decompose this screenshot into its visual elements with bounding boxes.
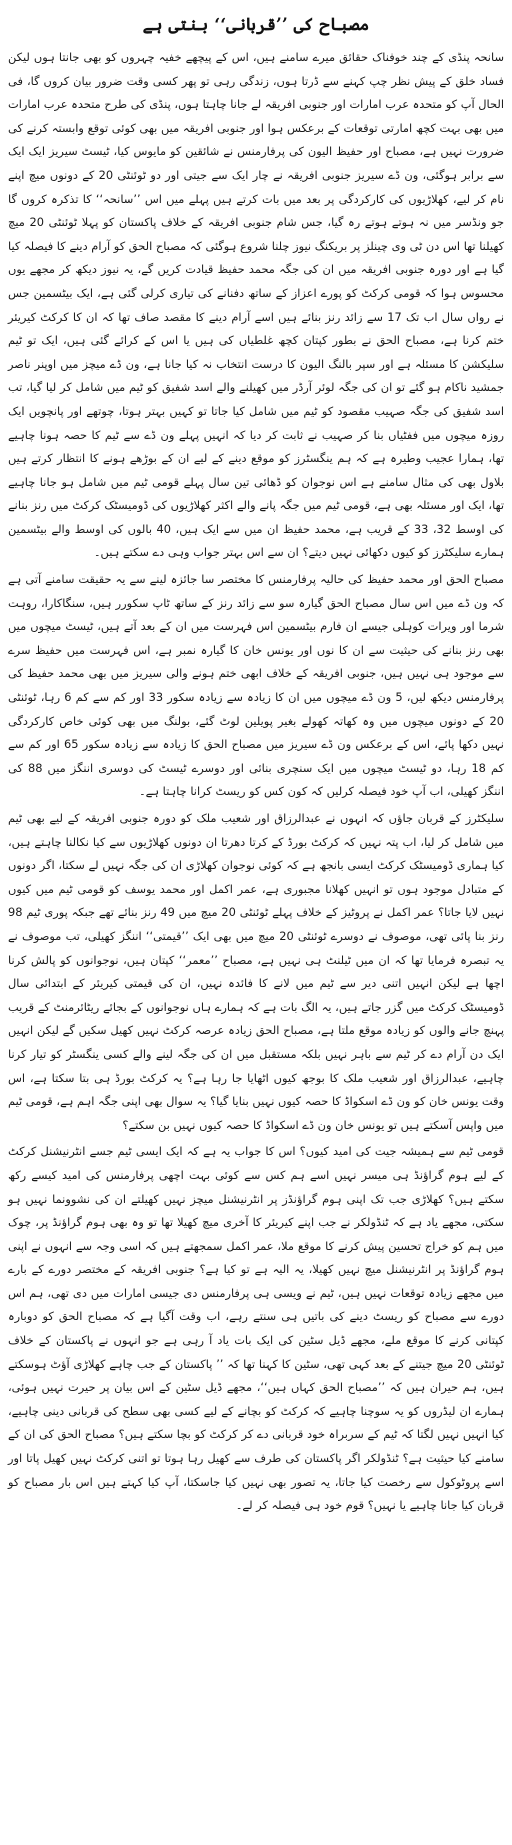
article-headline: مصباح کی ’’قربانی‘‘ بنتی ہے bbox=[142, 14, 370, 35]
article-body bbox=[8, 46, 504, 1518]
article-paragraph: سلیکٹرز کے قربان جاؤں کہ انہوں نے عبدالرزاق اور شعیب ملک کو دورہ جنوبی افریقہ کے لیے بھی ٹیم میں شامل کر لیا، اب پتہ نہیں کہ کرکٹ بورڈ کے کرتا دھرتا ان دونوں کھلاڑیوں سے کیا نکالنا چاہتے ہیں، کیا ہماری ڈومیسٹک کرکٹ ایسی بانجھ ہے کہ کوئی نوجوان کھلاڑی ان کی جگہ نہیں لے سکتا، اگر دونوں کے متبادل موجود ہوں تو انہیں کھلانا مجبوری ہے، عمر اکمل اور محمد یوسف کو قومی ٹیم میں کیوں نہیں لایا جاتا؟ عمر اکمل نے پروٹیز کے خلاف پہلے ٹوئنٹی 20 میچ میں 49 رنز بنائے تھے جبکہ پوری ٹیم 98 رنز بنا پائی تھی، موصوف نے دوسرے ٹوئنٹی 20 میچ میں بھی ایک ’’قیمتی‘‘ اننگز کھیلی، تب موصوف نے یہ تبصرہ فرمایا تھا کہ ان میں ٹیلنٹ ہی نہیں ہے، مصباح ’’معمر‘‘ کپتان ہیں، نوجوانوں کو پالش کرنا اچھا ہے لیکن انہیں اتنی دیر سے ٹیم میں لانے کا فائدہ نہیں، ان کی قیمتی کیریئر کے ابتدائی سال ڈومیسٹک کرکٹ میں گزر جاتے ہیں، یہ الگ بات ہے کہ ہمارے ہاں نوجوانوں کے بجائے ریٹائرمنٹ کے قریب پہنچ جانے والوں کو زیادہ موقع ملتا ہے، مصباح الحق زیادہ عرصہ کرکٹ نہیں کھیل سکیں گے لیکن انہیں ایک دن آرام دے کر ٹیم سے باہر نہیں بلکہ مستقبل میں ان کی جگہ لینے والے کسی ینگسٹر کو تیار کرنا چاہیے، عبدالرزاق اور شعیب ملک کا بوجھ کیوں اٹھایا جا رہا ہے؟ یہ کرکٹ بورڈ ہی بتا سکتا ہے، اس وقت یونس خان کو ون ڈے اسکواڈ کا حصہ کیوں نہیں بنایا گیا؟ یہ سوال بھی اپنی جگہ اہم ہے، قومی ٹیم میں واپس آسکتے ہیں تو یونس خان ون ڈے اسکواڈ کا حصہ کیوں نہیں بن سکتے؟ bbox=[8, 811, 505, 1132]
article-paragraph: قومی ٹیم سے ہمیشہ جیت کی امید کیوں؟ اس کا جواب یہ ہے کہ ایک ایسی ٹیم جسے انٹرنیشنل کرکٹ کے لیے ہوم گراؤنڈ ہی میسر نہیں اسے ہم کس سے کوئی بہت اچھی پرفارمنس کی امید کیسے رکھ سکتے ہیں؟ کھلاڑی جب تک اپنی ہوم گراؤنڈز پر انٹرنیشنل میچز نہیں کھیلتے ان کی نشوونما نہیں ہو سکتی، مجھے یاد ہے کہ ٹنڈولکر نے جب اپنے کیریئر کا آخری میچ کھیلا تھا تو وہ بھی ہوم گراؤنڈ پر، چوک میں ہم کو خراج تحسین پیش کرنے کا موقع ملا، عمر اکمل سمجھتے ہیں کہ اسی وجہ سے انہوں نے اپنی ہوم گراؤنڈ پر انٹرنیشنل میچ نہیں کھیلا، یہ الیہ ہے تو کیا ہے؟ جنوبی افریقہ کے مختصر دورے کے بارے میں مجھے زیادہ توقعات نہیں ہیں، ٹیم نے ویسی ہی پرفارمنس دی جیسی امارات میں دی تھی، ہم اس دورے سے مصباح کو ریسٹ دینے کی باتیں ہی سنتے رہے، اب وقت آگیا ہے کہ مصباح الحق کو دوبارہ کپتانی کرنے کا موقع ملے، مجھے ڈیل سٹین کی ایک بات یاد آ رہی ہے جو انہوں نے پاکستان کے خلاف ٹوئنٹی 20 میچ جیتنے کے بعد کہی تھی، سٹین کا کہنا تھا کہ ’’ پاکستان کے جب چاہے کھلاڑی آؤٹ ہوسکتے ہیں، ہم حیران ہیں کہ ’’مصباح الحق کہاں ہیں‘‘، مجھے ڈیل سٹین کے اس بیان پر حیرت نہیں ہوئی، ہمارے ان لیڈروں کو یہ سوچنا چاہیے کہ کرکٹ کو بچانے کے لیے کسی بھی سطح کی قربانی دینی چاہیے، کیا انہیں نہیں لگتا کہ ٹیم کے سربراہ خود قربانی دے کر کرکٹ کو بچا سکتے ہیں؟ مصباح الحق کی ان کے سامنے کیا حیثیت ہے؟ ٹنڈولکر اگر پاکستان کی طرف سے کھیل رہا ہوتا تو اتنی کرکٹ نہیں کھیل پاتا اور اسے پروٹوکول سے رخصت کیا جاتا، یہ تصور بھی نہیں کیا جاسکتا، آپ کیا کہتے ہیں اس بار مصباح کو قربان کیا جانا چاہیے یا نہیں؟ قوم خود ہی فیصلہ کر لے۔ bbox=[8, 1144, 504, 1513]
article-paragraph: سانحہ پنڈی کے چند خوفناک حقائق میرے سامنے ہیں، اس کے پیچھے خفیہ چہروں کو بھی جانتا ہوں لیکن فساد خلق کے پیش نظر چپ کہنے سے ڈرتا ہوں، زندگی رہی تو پھر کسی وقت ضرور بیان کروں گا، فی الحال آپ کو متحدہ عرب امارات اور جنوبی افریقہ لے جانا چاہتا ہوں، پنڈی کی طرح متحدہ عرب امارات میں بھی بہت کچھ امارتی توقعات کے برعکس ہوا اور جنوبی افریقہ میں بھی کوئی توقع وابستہ کرنے کی ضرورت نہیں ہے، مصباح اور حفیظ الیون کی پرفارمنس نے شائقین کو مایوس کیا، ٹیسٹ سیریز ایک ایک سے برابر ہوگئی، ون ڈے سیریز جنوبی افریقہ نے چار ایک سے جیتی اور دو ٹوئنٹی 20 کے دونوں میچ اپنے نام کر لیے، کھلاڑیوں کی کارکردگی پر بعد میں بات کرتے ہیں پہلے میں اس ’’سانحہ‘‘ کا تذکرہ کروں گا جو ونڈسر میں نہ ہوتے ہوتے رہ گیا، جس شام جنوبی افریقہ کے خلاف پاکستان کو پہلا ٹوئنٹی 20 میچ کھیلنا تھا اس دن ٹی وی چینلز پر بریکنگ نیوز چلنا شروع ہوگئی کہ مصباح الحق کو آرام دینے کا فیصلہ کیا گیا ہے اور دورہ جنوبی افریقہ میں ان کی جگہ محمد حفیظ قیادت کریں گے، یہ نیوز دیکھ کر مجھے یوں محسوس ہوا کہ قومی کرکٹ کو پورے اعزاز کے ساتھ دفنانے کی تیاری کرلی گئی ہے، ایک بیٹسمین جس نے رواں سال اب تک 17 سے زائد رنز بنائے ہیں اسے آرام دینے کا مقصد صاف تھا کہ ان کا کرکٹ کیریئر ختم کرنا ہے، مصباح الحق نے بطور کپتان کچھ غلطیاں کی ہیں یا اس کے کرائے گئی ہیں، ایک تو ٹیم سلیکشن کا مسئلہ ہے اور سپر بالنگ الیون کا درست انتخاب نہ کیا جانا ہے، ون ڈے میچز میں اوپنر ناصر جمشید ناکام ہو گئے تو ان کی جگہ لوئر آرڈر میں کھیلنے والے اسد شفیق کو ٹیم میں شامل کر لیا گیا، تب اسد شفیق کی جگہ صہیب مقصود کو ٹیم میں شامل کیا جاتا تو کہیں بہتر ہوتا، چوتھے اور پانچویں ایک روزہ میچوں میں ففٹیاں بنا کر صہیب نے ثابت کر دیا کہ انہیں پہلے ون ڈے سے ٹیم کا حصہ ہونا چاہیے تھا، ہمارا عجیب وطیرہ ہے کہ ہم ینگسٹرز کو موقع دینے کے لیے ان کے بوڑھے ہونے کا انتظار کرتے ہیں بلاول بھی کی مثال سامنے ہے اس نوجوان کو ڈھائی تین سال پہلے قومی ٹیم میں شامل ہو جانا چاہیے تھا، ایک اور مسئلہ بھی ہے، قومی ٹیم میں جگہ پانے والے اکثر کھلاڑیوں کی ڈومیسٹک کرکٹ میں رنز بنانے کی اوسط 32، 33 کے قریب ہے، محمد حفیظ ان میں سے ایک ہیں، 40 بالوں کی اوسط والے بیٹسمین ہمارے سلیکٹرز کو کیوں دکھائی نہیں دیتے؟ ان سے اس بہتر جواب وہی دے سکتے ہیں۔ bbox=[8, 50, 504, 560]
article-paragraph: مصباح الحق اور محمد حفیظ کی حالیہ پرفارمنس کا مختصر سا جائزہ لینے سے یہ حقیقت سامنے آتی ہے کہ ون ڈے میں اس سال مصباح الحق گیارہ سو سے زائد رنز کے ساتھ ٹاپ سکورر ہیں، سنگاکارا، روہت شرما اور ویرات کوہلی جیسے ان فارم بیٹسمین اس فہرست میں ان کے بعد آتے ہیں، ٹیسٹ میچوں میں بھی رنز بنانے کی حیثیت سے ان کا نوں اور یونس خان کا گیارہ نمبر ہے، اس فہرست میں حفیظ سرے سے موجود ہی نہیں ہیں، جنوبی افریقہ کے خلاف ابھی ختم ہونے والی سیریز میں بھی محمد حفیظ کی پرفارمنس دیکھ لیں، 5 ون ڈے میچوں میں ان کا زیادہ سے زیادہ سکور 33 اور کم سے کم 6 رہا، ٹوئنٹی 20 کے دونوں میچوں میں وہ کھاتہ کھولے بغیر پویلین لوٹ گئے، بولنگ میں بھی کوئی خاص کارکردگی نہیں دکھا پائے، اس کے برعکس ون ڈے سیریز میں مصباح الحق کا زیادہ سے زیادہ سکور 65 اور کم سے کم 18 رہا، دو ٹیسٹ میچوں میں ایک سنچری بنائی اور دوسرے ٹیسٹ کی دوسری اننگز میں 88 کی اننگز کھیلی، اب آپ خود فیصلہ کرلیں کہ کون کس کو ریسٹ کرانا چاہتا ہے۔ bbox=[8, 572, 505, 799]
headline-area bbox=[8, 4, 504, 44]
